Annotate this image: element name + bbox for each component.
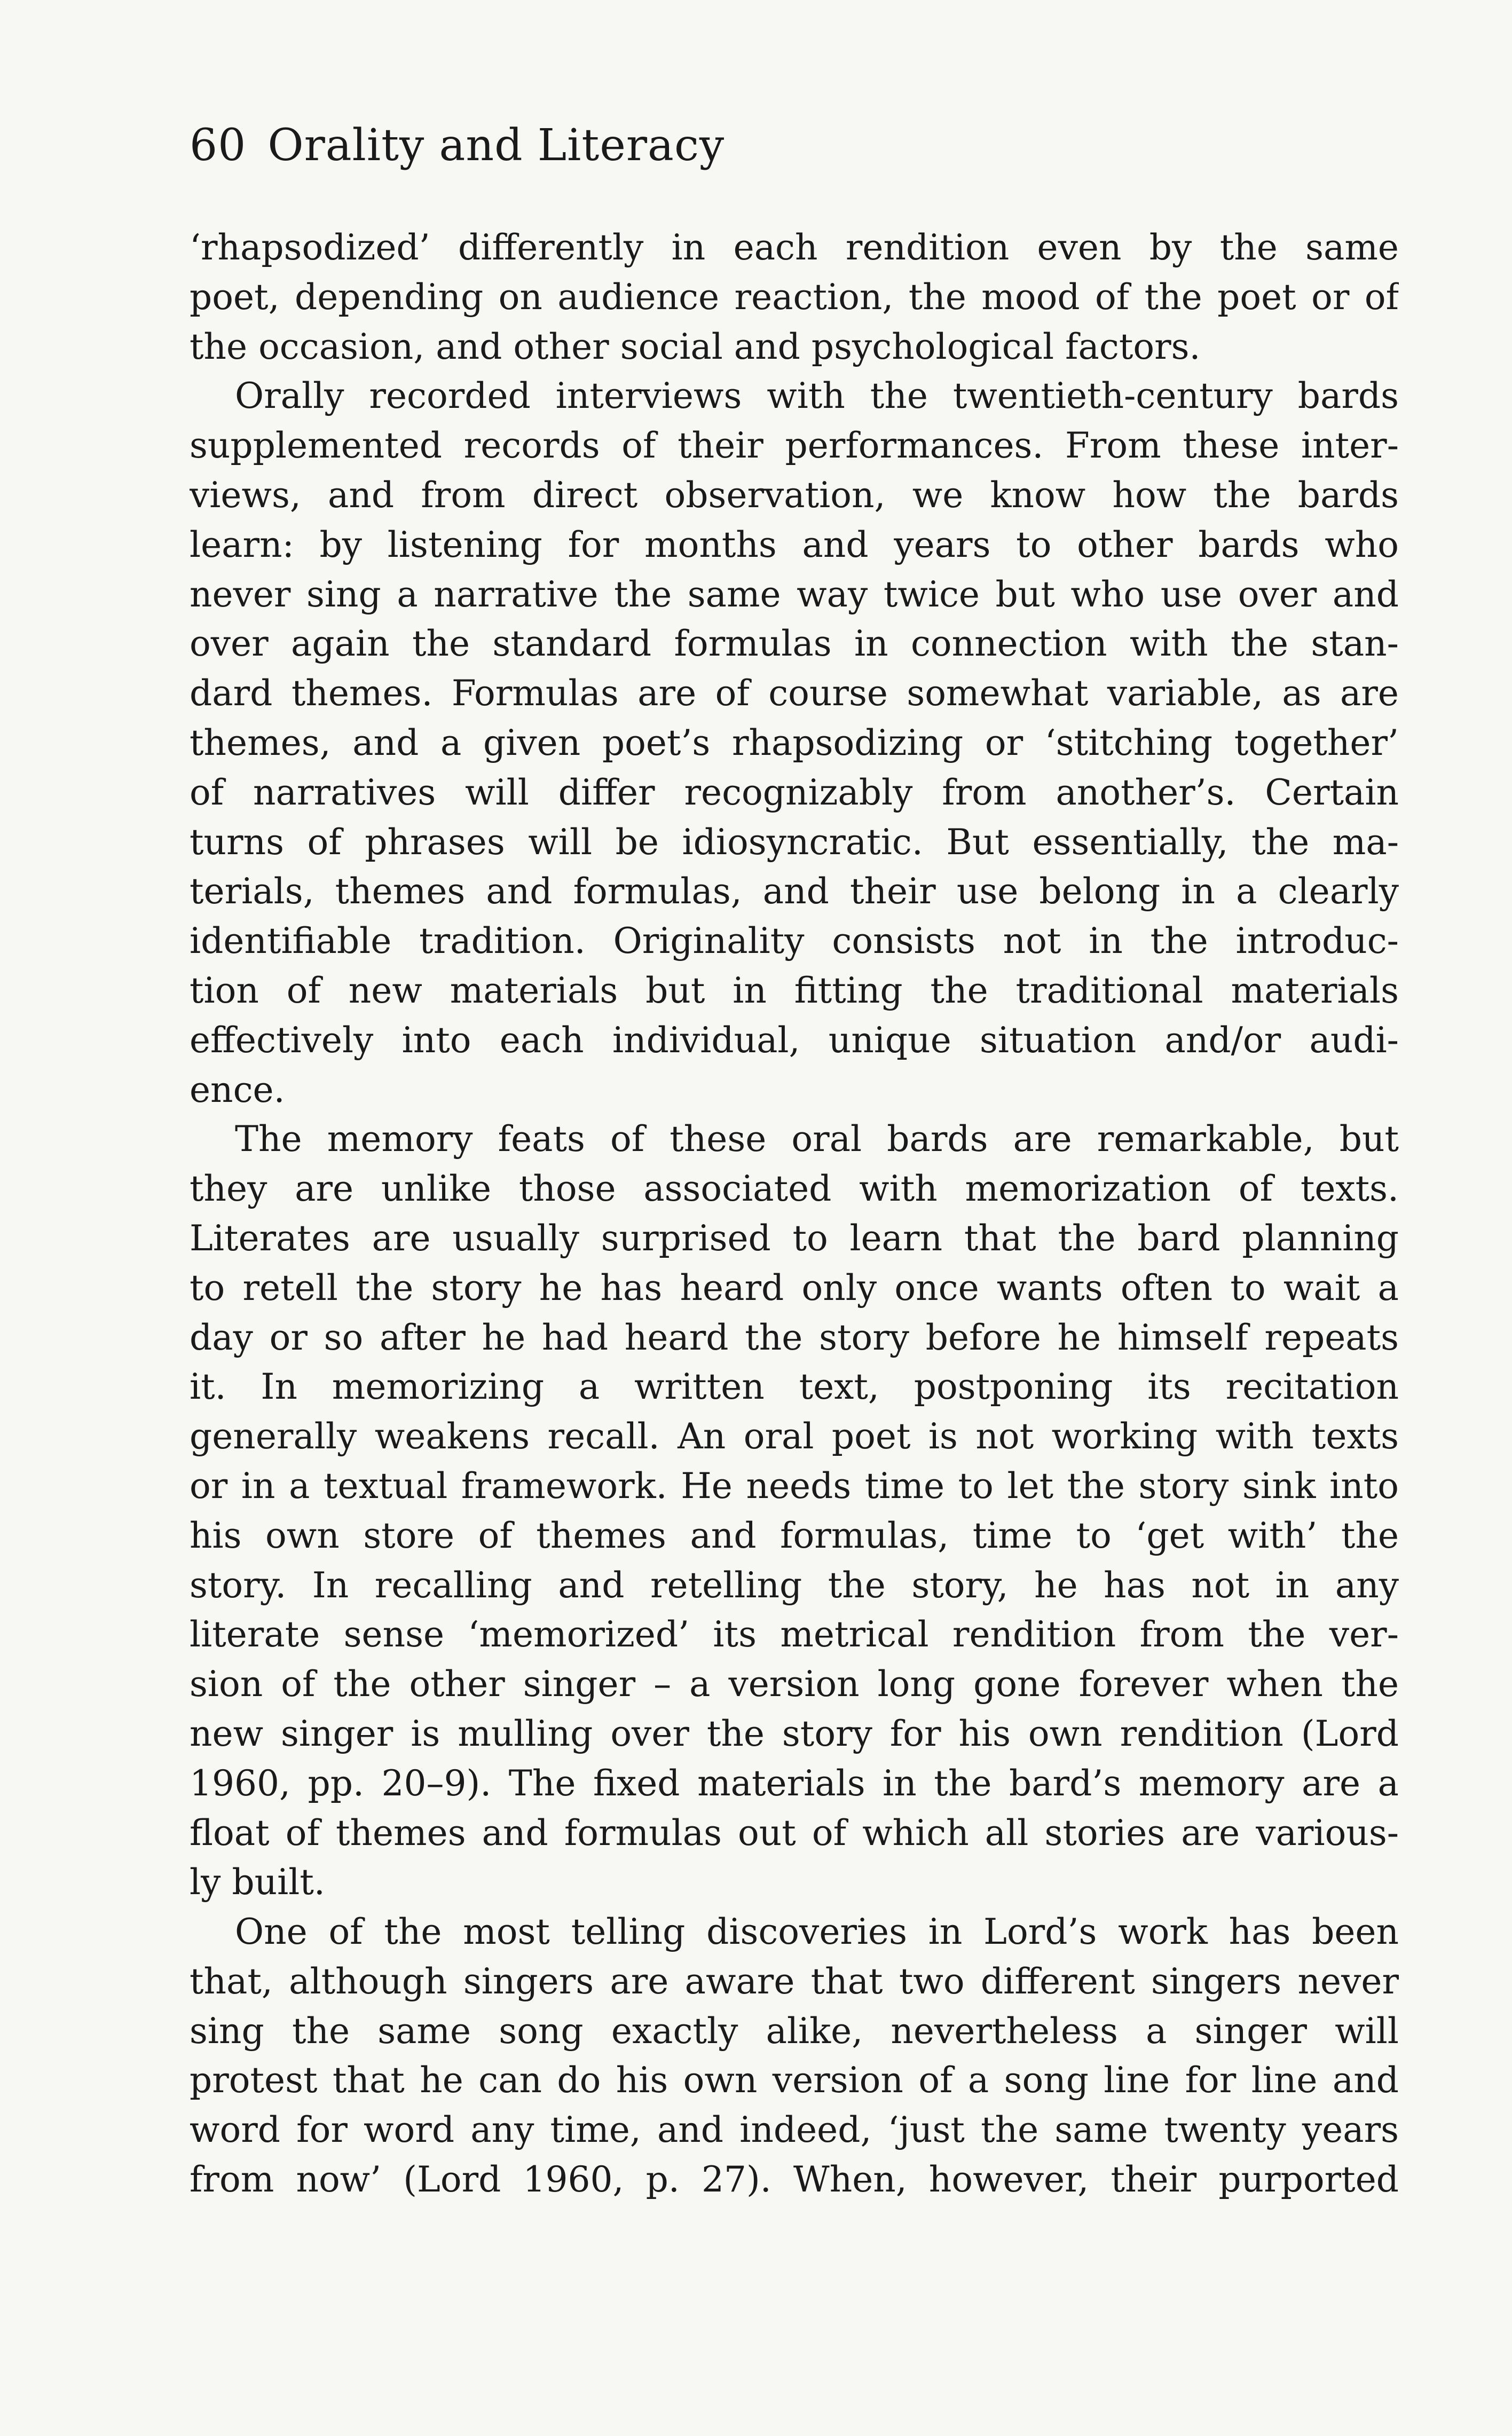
text-line: ly built.: [190, 1862, 325, 1903]
text-line: day or so after he had heard the story before he himself repeats: [190, 1316, 1399, 1358]
text-line: ence.: [190, 1069, 285, 1110]
text-line: terials, themes and formulas, and their use belong in a clearly: [190, 871, 1399, 912]
text-line: The memory feats of these oral bards are remarkable, but: [235, 1118, 1399, 1160]
running-head: [190, 120, 724, 171]
text-line: ‘rhapsodized’ differently in each rendition even by the same: [190, 227, 1399, 268]
text-line: views, and from direct observation, we know how the bards: [190, 474, 1399, 516]
text-line: dard themes. Formulas are of course somewhat variable, as are: [190, 673, 1399, 714]
text-line: 1960, pp. 20–9). The fixed materials in the bard’s memory are a: [190, 1762, 1399, 1804]
text-line: they are unlike those associated with memorization of texts.: [190, 1168, 1399, 1210]
text-line: to retell the story he has heard only once wants often to wait a: [190, 1267, 1399, 1308]
text-line: word for word any time, and indeed, ‘just the same twenty years: [190, 2109, 1399, 2151]
text-line: identifiable tradition. Originality consists not in the introduc-: [190, 920, 1399, 962]
text-line: protest that he can do his own version of a song line for line and: [190, 2060, 1399, 2101]
text-line: or in a textual framework. He needs time to let the story sink into: [190, 1465, 1399, 1507]
text-line: from now’ (Lord 1960, p. 27). When, however, their purported: [190, 2159, 1399, 2201]
text-line: Orally recorded interviews with the twentieth-century bards: [235, 375, 1399, 417]
text-line: supplemented records of their performances. From these inter-: [190, 425, 1399, 467]
text-line: generally weakens recall. An oral poet is not working with texts: [190, 1416, 1399, 1457]
text-line: never sing a narrative the same way twice but who use over and: [190, 573, 1399, 615]
text-line: tion of new materials but in fitting the traditional materials: [190, 969, 1399, 1011]
text-line: themes, and a given poet’s rhapsodizing or ‘stitching together’: [190, 722, 1399, 763]
paragraph: [190, 372, 1399, 1115]
text-line: new singer is mulling over the story for his own rendition (Lord: [190, 1713, 1399, 1754]
running-head-title: Orality and Literacy: [267, 120, 725, 171]
text-line: turns of phrases will be idiosyncratic. But essentially, the ma-: [190, 821, 1399, 863]
text-line: of narratives will differ recognizably from another’s. Certain: [190, 771, 1399, 813]
text-line: story. In recalling and retelling the story, he has not in any: [190, 1564, 1399, 1606]
body-text: [190, 223, 1399, 2205]
text-line: poet, depending on audience reaction, the mood of the poet or of: [190, 276, 1399, 318]
text-line: his own store of themes and formulas, time to ‘get with’ the: [190, 1515, 1399, 1556]
paragraph: [190, 1907, 1399, 2205]
text-line: it. In memorizing a written text, postponing its recitation: [190, 1366, 1399, 1408]
text-line: learn: by listening for months and years to other bards who: [190, 524, 1399, 565]
text-line: that, although singers are aware that two different singers never: [190, 1960, 1399, 2002]
text-line: Literates are usually surprised to learn that the bard planning: [190, 1217, 1399, 1259]
text-line: the occasion, and other social and psychological factors.: [190, 326, 1201, 367]
text-line: literate sense ‘memorized’ its metrical rendition from the ver-: [190, 1614, 1399, 1655]
text-line: over again the standard formulas in connection with the stan-: [190, 623, 1399, 665]
text-line: sion of the other singer – a version long gone forever when the: [190, 1664, 1399, 1705]
text-line: One of the most telling discoveries in Lord’s work has been: [235, 1911, 1399, 1953]
paragraph: [190, 1115, 1399, 1907]
page-number: 60: [190, 120, 247, 171]
text-line: sing the same song exactly alike, nevertheless a singer will: [190, 2010, 1399, 2052]
text-line: float of themes and formulas out of which all stories are various-: [190, 1812, 1399, 1854]
paragraph: [190, 223, 1399, 372]
text-line: effectively into each individual, unique situation and/or audi-: [190, 1019, 1399, 1061]
